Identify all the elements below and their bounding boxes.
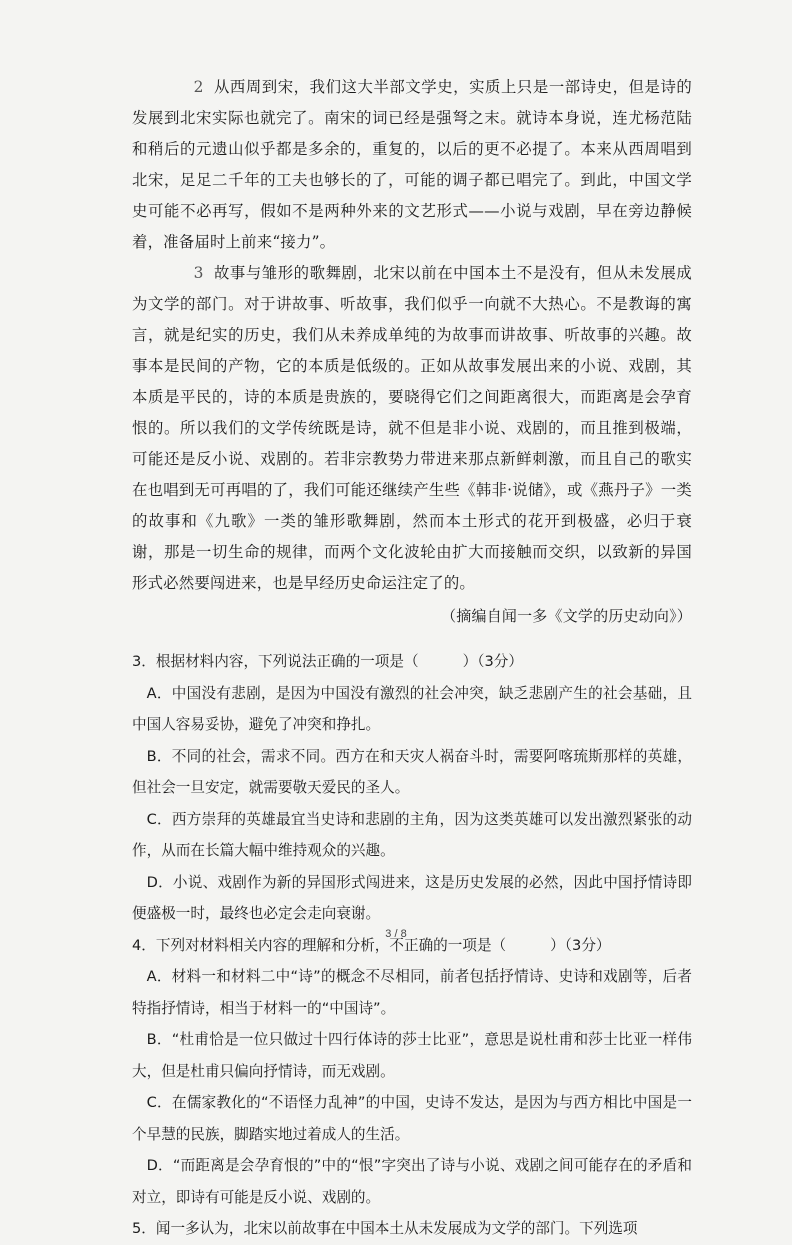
option-d: D．小说、戏剧作为新的异国形式闯进来，这是历史发展的必然，因此中国抒情诗即便盛极一时，最终也必定会走向衰谢。 [132,873,692,922]
paragraph-number: 2 [193,78,204,96]
option-b: B．不同的社会，需求不同。西方在和天灾人祸奋斗时，需要阿喀琉斯那样的英雄，但社会一旦安定，就需要敬天爱民的圣人。 [132,747,692,796]
option-a: A．材料一和材料二中“诗”的概念不尽相同，前者包括抒情诗、史诗和戏剧等，后者特指抒情诗，相当于材料一的“中国诗”。 [132,968,692,1017]
paragraph-text: 故事与雏形的歌舞剧，北宋以前在中国本土不是没有，但从未发展成为文学的部门。对于讲故事、听故事，我们似乎一向就不大热心。不是教诲的寓言，就是纪实的历史，我们从未养成单纯的为故事而讲故事、听故事的兴趣。故事本是民间的产物，它的本质是低级的。正如从故事发展出来的小说、戏剧，其本质是平民的，诗的本质是贵族的，要晓得它们之间距离很大，而距离是会孕育恨的。所以我们的文学传统既是诗，就不但是非小说、戏剧的，而且推到极端，可能还是反小说、戏剧的。若非宗教势力带进来那点新鲜刺激，而且自己的歌实在也唱到无可再唱的了，我们可能还继续产生些《韩非·说储》，或《燕丹子》一类的故事和《九歌》一类的雏形歌舞剧，然而本土形式的花开到极盛，必归于衰谢，那是一切生命的规律，而两个文化波轮由扩大而接触而交织，以致新的异国形式必然要闯进来，也是早经历史命运注定了的。 [132,264,692,592]
reading-passage [132,72,692,632]
question-5 [132,1213,692,1245]
page-number: 3 / 8 [385,928,407,940]
passage-source: （摘编自闻一多《文学的历史动向》） [441,607,692,625]
question-stem: 4．下列对材料相关内容的理解和分析，不正确的一项是（ ）（3分） [132,936,611,954]
paragraph-text: 从西周到宋，我们这大半部文学史，实质上只是一部诗史，但是诗的发展到北宋实际也就完了。南宋的词已经是强弩之末。就诗本身说，连尤杨范陆和稍后的元遗山似乎都是多余的，重复的，以后的更不必提了。本来从西周唱到北宋，足足二千年的工夫也够长的了，可能的调子都已唱完了。到此，中国文学史可能不必再写，假如不是两种外来的文艺形式——小说与戏剧，早在旁边静候着，准备届时上前来“接力”。 [132,78,692,251]
option-d: D．“而距离是会孕育恨的”中的“恨”字突出了诗与小说、戏剧之间可能存在的矛盾和对立，即诗有可能是反小说、戏剧的。 [132,1157,692,1206]
option-a: A．中国没有悲剧，是因为中国没有激烈的社会冲突，缺乏悲剧产生的社会基础，且中国人容易妥协，避免了冲突和挣扎。 [132,684,692,733]
paragraph-3 [132,258,692,599]
question-list [132,646,692,1245]
question-4 [132,930,692,1214]
question-stem: 3．根据材料内容，下列说法正确的一项是（ ）（3分） [132,653,523,670]
option-c: C．西方崇拜的英雄最宜当史诗和悲剧的主角，因为这类英雄可以发出激烈紧张的动作，从而在长篇大幅中维持观众的兴趣。 [132,810,692,859]
option-c: C．在儒家教化的“不语怪力乱神”的中国，史诗不发达，是因为与西方相比中国是一个早慧的民族，脚踏实地过着成人的生活。 [132,1094,692,1143]
paragraph-2 [132,72,692,258]
paragraph-number: 3 [193,264,204,282]
question-3 [132,646,692,930]
question-stem: 5．闻一多认为，北宋以前故事在中国本土从未发展成为文学的部门。下列选项 [132,1220,638,1237]
option-b: B．“杜甫恰是一位只做过十四行体诗的莎士比亚”，意思是说杜甫和莎士比亚一样伟大，但是杜甫只偏向抒情诗，而无戏剧。 [132,1031,692,1080]
